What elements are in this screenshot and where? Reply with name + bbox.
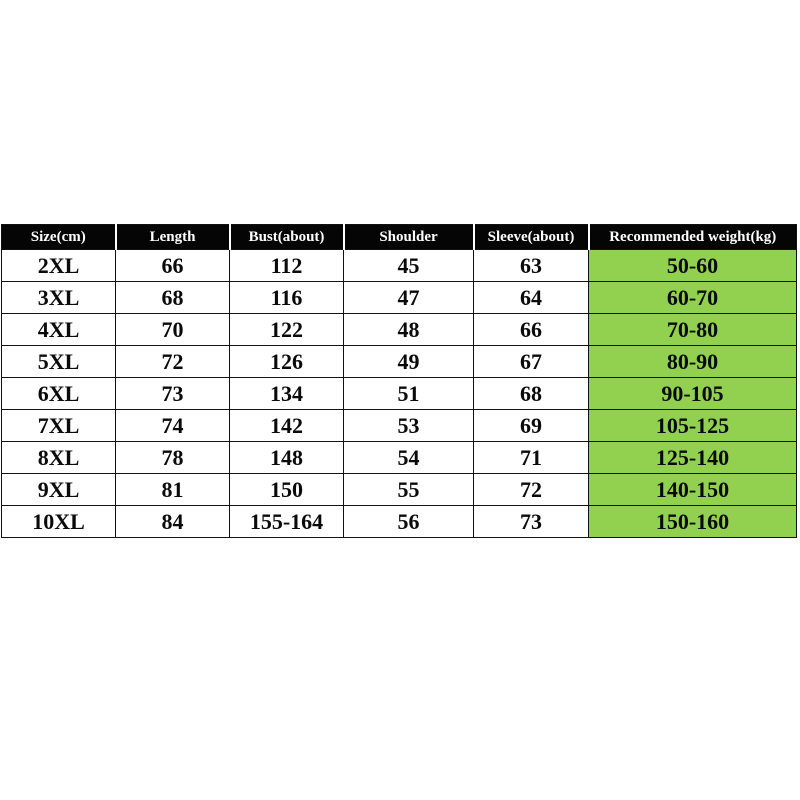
- header-size: Size(cm): [2, 225, 116, 250]
- cell-size: 8XL: [2, 442, 116, 474]
- cell-weight: 140-150: [589, 474, 797, 506]
- cell-weight: 105-125: [589, 410, 797, 442]
- header-shoulder: Shoulder: [344, 225, 474, 250]
- cell-length: 78: [116, 442, 230, 474]
- table-row: [2, 250, 797, 282]
- table-row: [2, 378, 797, 410]
- cell-sleeve: 72: [474, 474, 589, 506]
- cell-size: 10XL: [2, 506, 116, 538]
- cell-length: 66: [116, 250, 230, 282]
- cell-weight: 150-160: [589, 506, 797, 538]
- cell-shoulder: 47: [344, 282, 474, 314]
- cell-bust: 142: [230, 410, 344, 442]
- cell-size: 4XL: [2, 314, 116, 346]
- cell-bust: 134: [230, 378, 344, 410]
- cell-length: 70: [116, 314, 230, 346]
- table-row: [2, 442, 797, 474]
- cell-weight: 60-70: [589, 282, 797, 314]
- cell-shoulder: 48: [344, 314, 474, 346]
- table-row: [2, 314, 797, 346]
- cell-length: 74: [116, 410, 230, 442]
- cell-weight: 125-140: [589, 442, 797, 474]
- cell-sleeve: 63: [474, 250, 589, 282]
- table-row: [2, 410, 797, 442]
- cell-bust: 112: [230, 250, 344, 282]
- cell-length: 73: [116, 378, 230, 410]
- cell-size: 9XL: [2, 474, 116, 506]
- cell-bust: 150: [230, 474, 344, 506]
- cell-sleeve: 66: [474, 314, 589, 346]
- cell-size: 7XL: [2, 410, 116, 442]
- cell-shoulder: 53: [344, 410, 474, 442]
- cell-weight: 70-80: [589, 314, 797, 346]
- cell-weight: 90-105: [589, 378, 797, 410]
- table-header-row: [2, 225, 797, 250]
- cell-length: 81: [116, 474, 230, 506]
- cell-sleeve: 64: [474, 282, 589, 314]
- cell-shoulder: 45: [344, 250, 474, 282]
- cell-bust: 148: [230, 442, 344, 474]
- cell-shoulder: 56: [344, 506, 474, 538]
- cell-size: 5XL: [2, 346, 116, 378]
- header-sleeve: Sleeve(about): [474, 225, 589, 250]
- cell-sleeve: 71: [474, 442, 589, 474]
- cell-length: 72: [116, 346, 230, 378]
- cell-weight: 50-60: [589, 250, 797, 282]
- cell-length: 68: [116, 282, 230, 314]
- cell-size: 6XL: [2, 378, 116, 410]
- table-row: [2, 282, 797, 314]
- cell-size: 3XL: [2, 282, 116, 314]
- table-row: [2, 474, 797, 506]
- header-recommended-weight: Recommended weight(kg): [589, 225, 797, 250]
- cell-sleeve: 69: [474, 410, 589, 442]
- cell-bust: 155-164: [230, 506, 344, 538]
- cell-shoulder: 49: [344, 346, 474, 378]
- cell-size: 2XL: [2, 250, 116, 282]
- cell-shoulder: 51: [344, 378, 474, 410]
- header-bust: Bust(about): [230, 225, 344, 250]
- cell-length: 84: [116, 506, 230, 538]
- cell-shoulder: 55: [344, 474, 474, 506]
- cell-sleeve: 73: [474, 506, 589, 538]
- cell-bust: 126: [230, 346, 344, 378]
- table-row: [2, 506, 797, 538]
- cell-sleeve: 68: [474, 378, 589, 410]
- table-row: [2, 346, 797, 378]
- header-length: Length: [116, 225, 230, 250]
- cell-bust: 116: [230, 282, 344, 314]
- cell-bust: 122: [230, 314, 344, 346]
- cell-sleeve: 67: [474, 346, 589, 378]
- cell-shoulder: 54: [344, 442, 474, 474]
- size-chart-table: [1, 224, 797, 538]
- cell-weight: 80-90: [589, 346, 797, 378]
